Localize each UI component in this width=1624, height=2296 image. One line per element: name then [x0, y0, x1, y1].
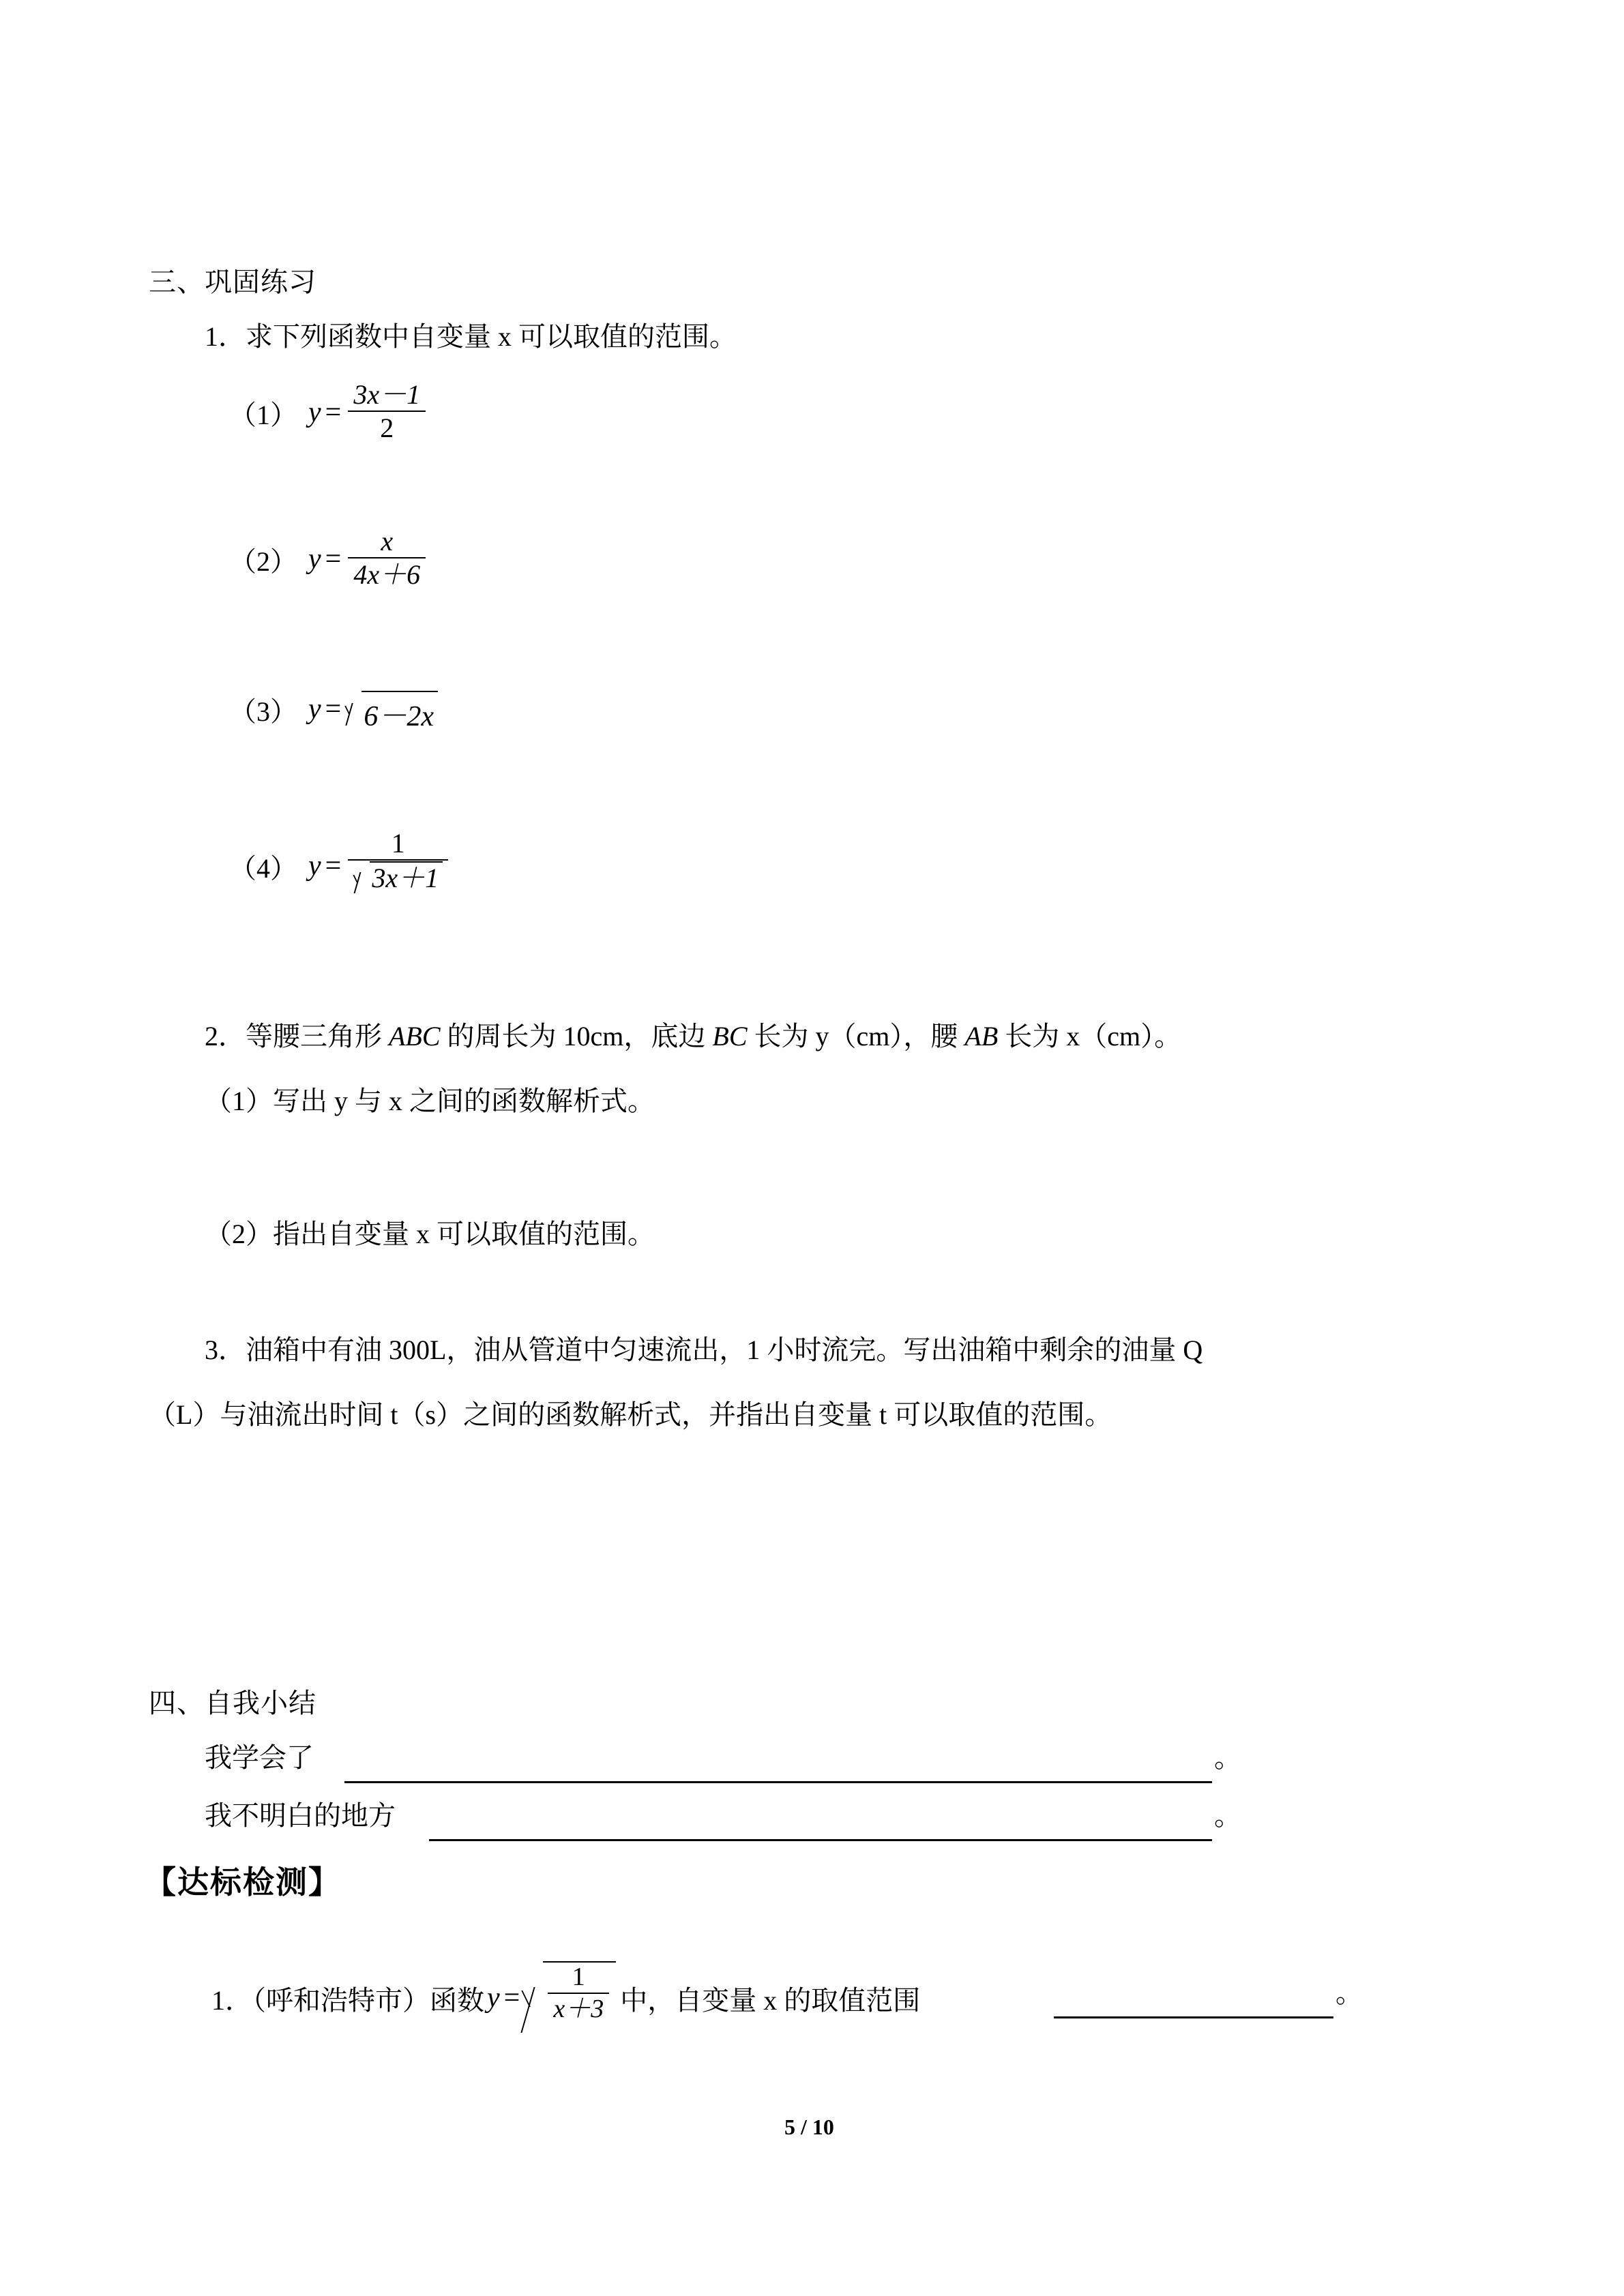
fraction-denominator-4 — [348, 859, 448, 901]
segment-label-ab: AB — [964, 1021, 999, 1052]
problem-2-lead: 2．等腰三角形 — [205, 1021, 389, 1052]
section-heading-three: 三、巩固练习 — [149, 267, 316, 297]
segment-label-bc: BC — [712, 1021, 748, 1052]
problem-2-mid-2: 长为 y（cm），腰 — [747, 1021, 965, 1052]
item-lhs-1: y — [308, 397, 321, 428]
fraction-numerator-4: 1 — [391, 827, 405, 859]
fraction-4 — [348, 829, 448, 901]
problem-1-item-1 — [229, 375, 428, 450]
fraction-denominator-1: 2 — [348, 411, 426, 443]
problem-2-sub-1: （1）写出 y 与 x 之间的函数解析式。 — [205, 1086, 655, 1116]
item-lhs-4: y — [308, 850, 321, 882]
fraction-numerator-1: 3x－1 — [353, 378, 421, 410]
problem-3-line-1: 3．油箱中有油 300L，油从管道中匀速流出，1 小时流完。写出油箱中剩余的油量 Q — [205, 1335, 1203, 1365]
test-problem-1-prefix: 1．（呼和浩特市）函数 — [211, 1984, 484, 2016]
self-summary-period-2: 。 — [1214, 1800, 1241, 1831]
self-summary-label-2: 我不明白的地方 — [205, 1800, 396, 1831]
self-summary-blank-2[interactable] — [429, 1839, 1212, 1841]
triangle-label-abc: ABC — [389, 1021, 441, 1052]
test-problem-1-answer-blank[interactable] — [1054, 2016, 1333, 2018]
fraction-denominator-test-1: x＋3 — [548, 1993, 609, 2023]
radical-sign-icon — [346, 691, 361, 728]
fraction-denominator-2: 4x＋6 — [348, 557, 426, 589]
problem-1-item-4 — [229, 825, 451, 907]
page-footer: 5 / 10 — [784, 2115, 834, 2139]
radical-sign-icon — [355, 861, 370, 895]
item-equals-1: = — [325, 397, 342, 428]
test-problem-1-period: 。 — [1335, 1978, 1363, 2008]
self-summary-period-1: 。 — [1214, 1742, 1241, 1773]
self-summary-blank-1[interactable] — [344, 1781, 1212, 1783]
fraction-numerator-test-1: 1 — [572, 1963, 585, 1991]
item-lhs-3: y — [308, 694, 321, 725]
problem-2-tail: 长为 x（cm）。 — [998, 1021, 1182, 1052]
fraction-2 — [348, 527, 426, 589]
item-lhs-2: y — [308, 543, 321, 575]
item-label-4: （4） — [229, 852, 297, 884]
test-problem-1-lhs: y — [487, 1982, 500, 2014]
sqrt-radicand-test-1 — [543, 1961, 616, 2035]
item-equals-4: = — [325, 850, 342, 882]
sqrt-radicand-4: 3x＋1 — [370, 861, 443, 895]
problem-2-mid-1: 的周长为 10cm，底边 — [440, 1021, 713, 1052]
problem-1-prompt: 1．求下列函数中自变量 x 可以取值的范围。 — [205, 321, 737, 352]
section-heading-test: 【达标检测】 — [145, 1865, 341, 1900]
item-label-2: （2） — [229, 546, 297, 577]
self-summary-label-1: 我学会了 — [205, 1742, 314, 1773]
problem-2-prompt — [205, 1023, 1181, 1050]
test-problem-1-middle: 中，自变量 x 的取值范围 — [620, 1984, 921, 2016]
sqrt-3 — [346, 691, 438, 732]
problem-1-item-2 — [229, 518, 428, 600]
fraction-test-1 — [548, 1964, 609, 2023]
sqrt-4 — [355, 861, 443, 895]
section-heading-four: 四、自我小结 — [149, 1688, 316, 1718]
item-label-1: （1） — [229, 399, 297, 430]
fraction-1 — [348, 378, 426, 443]
test-problem-1 — [211, 1963, 921, 2029]
problem-1-item-3 — [229, 682, 438, 736]
test-problem-1-equals: = — [503, 1982, 520, 2014]
item-equals-2: = — [325, 543, 342, 575]
fraction-numerator-2: x — [381, 525, 394, 556]
radical-sign-icon — [525, 1961, 543, 2035]
sqrt-test-1 — [525, 1961, 616, 2035]
item-label-3: （3） — [229, 696, 297, 727]
problem-3-line-2: （L）与油流出时间 t（s）之间的函数解析式，并指出自变量 t 可以取值的范围。 — [149, 1399, 1112, 1430]
item-equals-3: = — [325, 694, 342, 725]
sqrt-radicand-3: 6－2x — [361, 691, 438, 728]
problem-2-sub-2: （2）指出自变量 x 可以取值的范围。 — [205, 1219, 655, 1249]
